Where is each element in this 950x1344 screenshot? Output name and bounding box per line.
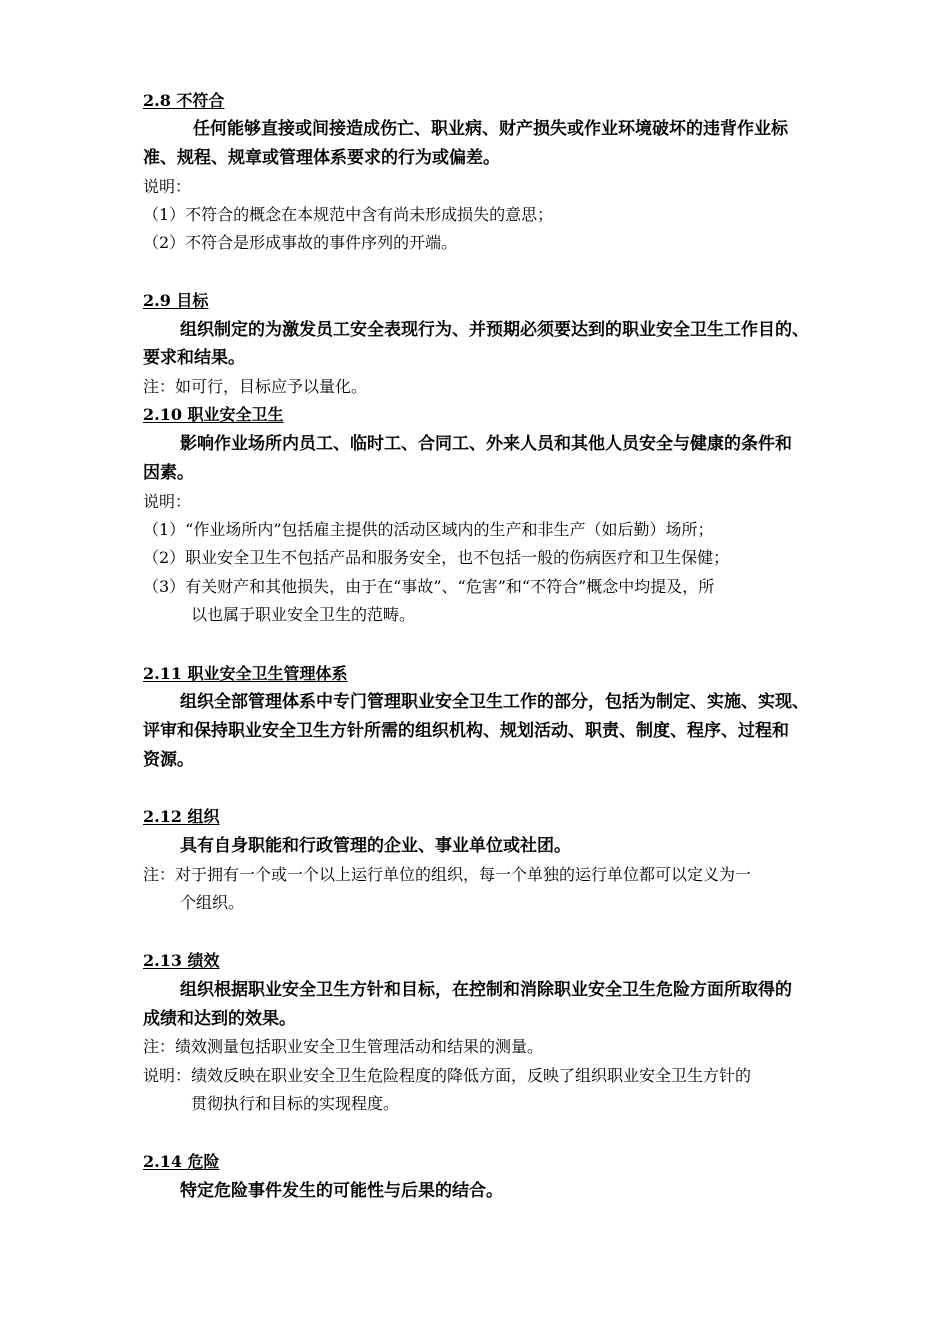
definition-text: 特定危险事件发生的可能性与后果的结合。	[180, 1181, 503, 1201]
note-item-continued: 以也属于职业安全卫生的范畴。	[191, 605, 416, 624]
definition-text: 成绩和达到的效果。	[143, 1009, 296, 1029]
note-text-continued: 个组织。	[180, 893, 245, 912]
definition-text: 组织全部管理体系中专门管理职业安全卫生工作的部分，包括为制定、实施、实现、	[180, 692, 809, 712]
explanation-text: 说明：绩效反映在职业安全卫生危险程度的降低方面，反映了组织职业安全卫生方针的	[143, 1066, 752, 1085]
definition-text: 组织制定的为激发员工安全表现行为、并预期必须要达到的职业安全卫生工作目的、	[180, 320, 809, 340]
note-label: 说明：	[143, 492, 192, 511]
section-heading-2-14: 2.14 危险	[143, 1152, 220, 1171]
note-text: 注：对于拥有一个或一个以上运行单位的组织，每一个单独的运行单位都可以定义为一	[143, 865, 752, 884]
note-item: （2）职业安全卫生不包括产品和服务安全，也不包括一般的伤病医疗和卫生保健；	[143, 548, 730, 567]
note-item: （2）不符合是形成事故的事件序列的开端。	[143, 233, 458, 252]
note-item: （3）有关财产和其他损失，由于在“事故”、“危害”和“不符合”概念中均提及，所	[143, 577, 715, 596]
section-heading-2-8: 2.8 不符合	[143, 91, 225, 110]
definition-text: 组织根据职业安全卫生方针和目标，在控制和消除职业安全卫生危险方面所取得的	[180, 980, 792, 1000]
definition-text: 影响作业场所内员工、临时工、合同工、外来人员和其他人员安全与健康的条件和	[180, 434, 792, 454]
definition-text: 准、规程、规章或管理体系要求的行为或偏差。	[143, 148, 500, 168]
note-text: 注：如可行，目标应予以量化。	[143, 377, 368, 396]
explanation-text-continued: 贯彻执行和目标的实现程度。	[191, 1094, 400, 1113]
definition-text: 因素。	[143, 463, 194, 483]
section-heading-2-12: 2.12 组织	[143, 807, 220, 826]
section-heading-2-9: 2.9 目标	[143, 291, 209, 310]
note-label: 说明：	[143, 177, 192, 196]
definition-text: 评审和保持职业安全卫生方针所需的组织机构、规划活动、职责、制度、程序、过程和	[143, 721, 789, 741]
note-item: （1）不符合的概念在本规范中含有尚未形成损失的意思；	[143, 205, 554, 224]
note-item: （1）“作业场所内”包括雇主提供的活动区域内的生产和非生产（如后勤）场所；	[143, 520, 714, 539]
note-text: 注：绩效测量包括职业安全卫生管理活动和结果的测量。	[143, 1037, 544, 1056]
section-heading-2-13: 2.13 绩效	[143, 951, 220, 970]
definition-text: 任何能够直接或间接造成伤亡、职业病、财产损失或作业环境破坏的违背作业标	[193, 119, 788, 139]
section-heading-2-11: 2.11 职业安全卫生管理体系	[143, 664, 348, 683]
definition-text: 要求和结果。	[143, 348, 245, 368]
section-heading-2-10: 2.10 职业安全卫生	[143, 405, 284, 424]
definition-text: 具有自身职能和行政管理的企业、事业单位或社团。	[180, 836, 571, 856]
definition-text: 资源。	[143, 750, 194, 770]
